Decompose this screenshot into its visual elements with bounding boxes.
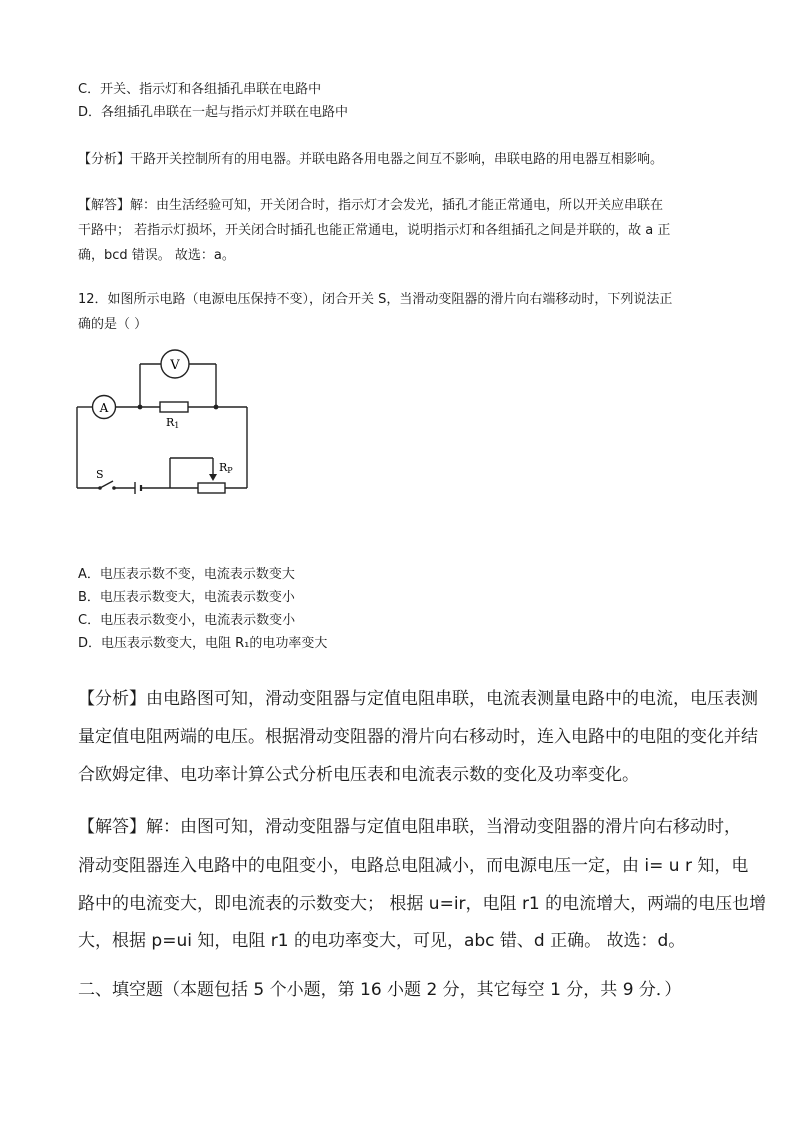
solution-q11-line-1: 【解答】解：由生活经验可知，开关闭合时，指示灯才会发光，插孔才能正常通电，所以开关应串联在 (78, 198, 664, 213)
option-c: C．电压表示数变小，电流表示数变小 (78, 613, 296, 628)
resistor-r1-label: R1 (166, 416, 180, 430)
switch-contact (98, 486, 102, 490)
analysis-line-2: 量定值电阻两端的电压。根据滑动变阻器的滑片向右移动时，连入电路中的电阻的变化并结 (78, 727, 758, 747)
option-b: B．电压表示数变大，电流表示数变小 (78, 590, 295, 605)
ammeter-label: A (99, 401, 109, 415)
solution-line-4: 大，根据 p=ui 知，电阻 r1 的电功率变大，可见，abc 错、d 正确。 故选：d。 (78, 931, 686, 951)
analysis-q11: 【分析】干路开关控制所有的用电器。并联电路各用电器之间互不影响，串联电路的用电器互相影响。 (78, 152, 664, 167)
analysis-line-1: 【分析】由电路图可知，滑动变阻器与定值电阻串联，电流表测量电路中的电流，电压表测 (78, 689, 758, 709)
rheostat-symbol (198, 483, 225, 493)
solution-line-3: 路中的电流变大，即电流表的示数变大； 根据 u=ir，电阻 r1 的电流增大，两端的电压也增 (78, 894, 767, 914)
junction-dot (138, 405, 143, 410)
option-c: C．开关、指示灯和各组插孔串联在电路中 (78, 82, 322, 97)
solution-line-1: 【解答】解：由图可知，滑动变阻器与定值电阻串联，当滑动变阻器的滑片向右移动时， (78, 817, 741, 837)
circuit-diagram (70, 340, 270, 500)
switch-blade (100, 481, 113, 488)
option-d: D．各组插孔串联在一起与指示灯并联在电路中 (78, 105, 349, 120)
option-d: D．电压表示数变大，电阻 R₁的电功率变大 (78, 636, 328, 651)
slider-arrow-icon (209, 474, 217, 481)
section-heading: 二、填空题（本题包括 5 个小题，第 16 小题 2 分，其它每空 1 分，共 9 分．） (78, 980, 682, 1000)
solution-q11-line-3: 确，bcd 错误。 故选：a。 (78, 248, 235, 263)
option-a: A．电压表示数不变，电流表示数变大 (78, 567, 295, 582)
junction-dot (214, 405, 219, 410)
resistor-r1-symbol (160, 402, 188, 412)
rheostat-label: RP (219, 461, 233, 475)
solution-q11-line-2: 干路中； 若指示灯损坏，开关闭合时插孔也能正常通电，说明指示灯和各组插孔之间是并联的，故 a 正 (78, 223, 671, 238)
switch-label: S (96, 468, 104, 481)
switch-contact (112, 486, 116, 490)
solution-line-2: 滑动变阻器连入电路中的电阻变小，电路总电阻减小，而电源电压一定，由 i= u r 知，电 (78, 856, 749, 876)
voltmeter-label: V (170, 358, 180, 373)
question-12-stem-line-1: 12．如图所示电路（电源电压保持不变），闭合开关 S，当滑动变阻器的滑片向右端移动时，下列说法正 (78, 292, 673, 307)
question-12-stem-line-2: 确的是（ ） (78, 317, 148, 332)
analysis-line-3: 合欧姆定律、电功率计算公式分析电压表和电流表示数的变化及功率变化。 (78, 765, 639, 785)
